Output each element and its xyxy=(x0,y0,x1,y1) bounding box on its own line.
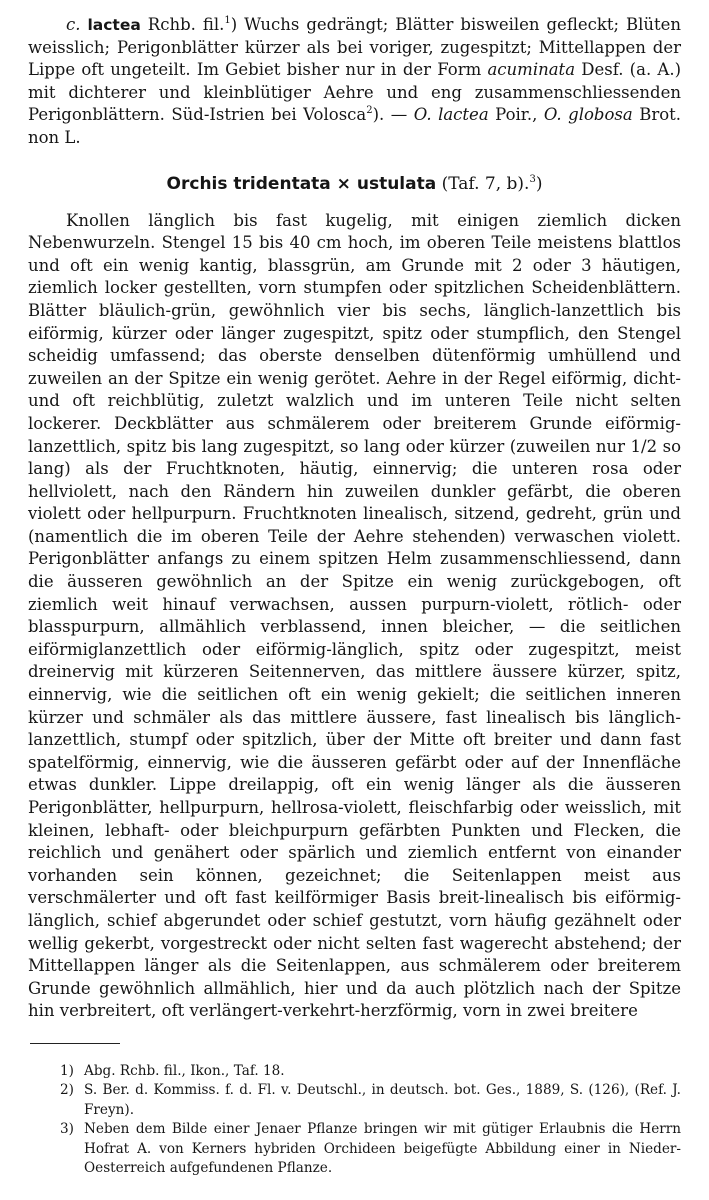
heading-plate: (Taf. 7, b). xyxy=(441,173,530,194)
variety-text-b: Desf. (a. A.) mit dichterer und kleinblütiger Aehre und eng zusammenschliessenden Perigonblättern. Süd-Istrien bei Volosca xyxy=(28,60,682,125)
footnote-3 xyxy=(28,1120,681,1178)
form-name: acuminata xyxy=(487,60,576,80)
heading-fn-paren: ) xyxy=(535,173,543,194)
description-text-a: Knollen länglich bis fast kugelig, mit einigen ziemlich dicken Nebenwurzeln. Stengel 15 bis 40 cm hoch, im oberen Teile meistens blattlos und oft ein wenig kantig, blassgrün, am Grunde mit 2 oder 3 häutigen, ziemlich locker gestellten, vorn stumpfen oder spitzlichen Scheidenblättern. Blätter bläulich-grün, gewöhnlich vier bis sechs, länglich-lanzettlich bis eiförmig, kürzer oder länger zugespitzt, spitz oder stumpflich, den Stengel scheidig umfassend; das oberste denselben dütenförmig umhüllend und zuweilen an der Spitze ein wenig gerötet. Aehre in der Regel eiförmig, dicht- und oft reichblütig, zuletzt walzlich und im unteren Teile nicht selten lockerer. Deckblätter aus schmälerem oder breiterem Grunde eiförmig-lanzettlich, spitz bis lang zugespitzt, so lang oder kürzer (zuweilen nur xyxy=(28,210,681,456)
footnote-1 xyxy=(28,1062,681,1081)
variety-text-a: ) Wuchs gedrängt; Blätter bisweilen gefleckt; Blüten weisslich; Perigonblätter kürzer als bei voriger, zugespitzt; Mittellappen der Lippe oft ungeteilt. Im Gebiet bisher nur in der Form xyxy=(28,15,682,80)
footnote-2-text: S. Ber. d. Kommiss. f. d. Fl. v. Deutschl., in deutsch. bot. Ges., 1889, S. (126), (Ref. J. Freyn). xyxy=(84,1082,681,1118)
variety-label: c. xyxy=(66,15,81,34)
variety-text-d: Poir., xyxy=(495,105,538,125)
description-text-b: so lang) als der Fruchtknoten, häutig, einnervig; die unteren rosa oder hellviolett, nach den Rändern hin zuweilen dunkler gefärbt, die oberen violett oder hellpurpurn. Fruchtknoten linealisch, sitzend, gedreht, grün und (namentlich die im oberen Teile der Aehre stehenden) verwaschen violett. Perigonblätter anfangs zu einem spitzen Helm zusammenschliessend, dann die äusseren gewöhnlich an der Spitze ein wenig zurückgebogen, oft ziemlich weit hinauf verwachsen, aussen purpurn-violett, rötlich- oder blasspurpurn, allmählich verblassend, innen bleicher, — die seitlichen eiförmiglanzettlich oder eiförmig-länglich, spitz oder zugespitzt, meist dreinervig mit kürzeren Seitennerven, das mittlere äussere kürzer, spitz, einnervig, wie die seitlichen oft ein wenig gekielt; die seitlichen inneren kürzer und schmäler als das mittlere äussere, fast linealisch bis länglich-lanzettlich, stumpf oder spitzlich, über der Mitte oft breiter und dann fast spatelförmig, einnervig, wie die äusseren gefärbt oder auf der Innenfläche etwas dunkler. Lippe dreilappig, oft ein wenig länger als die äusseren Perigonblätter, hellpurpurn, hellrosa-violett, fleischfarbig oder weisslich, mit kleinen, lebhaft- oder bleichpurpurn gefärbten Punkten und Flecken, die reichlich und genähert oder spärlich und ziemlich entfernt von einander vorhanden sein können, gezeichnet; die Seitenlappen meist aus verschmälerter und oft fast keilförmiger Basis breit-linealisch bis eiförmig-länglich, schief abgerundet oder schief gestutzt, vorn häufig gezähnelt oder wellig gekerbt, vorgestreckt oder nicht selten fast wagerecht abstehend; der Mittellappen länger als die Seitenlappen, aus schmälerem oder breiterem Grunde gewöhnlich allmählich, hier und da auch plötzlich nach der Spitze hin verbreitert, oft verlängert-verkehrt-herzförmig, vorn in zwei breitere xyxy=(28,436,682,1021)
footnote-divider xyxy=(30,1043,120,1044)
fraction: 1/2 xyxy=(630,436,658,456)
synonym-1: O. lactea xyxy=(413,105,489,125)
footnote-ref-1: 1 xyxy=(224,15,231,26)
section-heading xyxy=(28,172,681,196)
footnotes xyxy=(28,1062,681,1178)
synonym-2: O. globosa xyxy=(543,105,633,125)
footnote-2 xyxy=(28,1081,681,1120)
footnote-2-num: 2) xyxy=(60,1082,74,1099)
variety-author: Rchb. fil. xyxy=(147,15,225,34)
variety-name: lactea xyxy=(87,16,141,34)
description-paragraph xyxy=(28,210,681,1023)
variety-text-e: Brot. non L. xyxy=(28,105,682,147)
variety-text-c: ). — xyxy=(372,105,408,125)
variety-paragraph xyxy=(28,14,681,150)
footnote-1-num: 1) xyxy=(60,1062,74,1079)
footnote-ref-3: 3 xyxy=(529,173,536,185)
footnote-3-text: Neben dem Bilde einer Jenaer Pflanze bringen wir mit gütiger Erlaubnis die Herrn Hofrat A. von Kerners hybriden Orchideen beigefügte Abbildung einer in Nieder-Oesterreich aufgefundenen Pflanze. xyxy=(84,1121,681,1176)
footnote-3-num: 3) xyxy=(60,1121,74,1138)
heading-name: Orchis tridentata × ustulata xyxy=(166,173,437,194)
footnote-ref-2: 2 xyxy=(366,105,373,117)
footnote-1-text: Abg. Rchb. fil., Ikon., Taf. 18. xyxy=(84,1062,285,1079)
